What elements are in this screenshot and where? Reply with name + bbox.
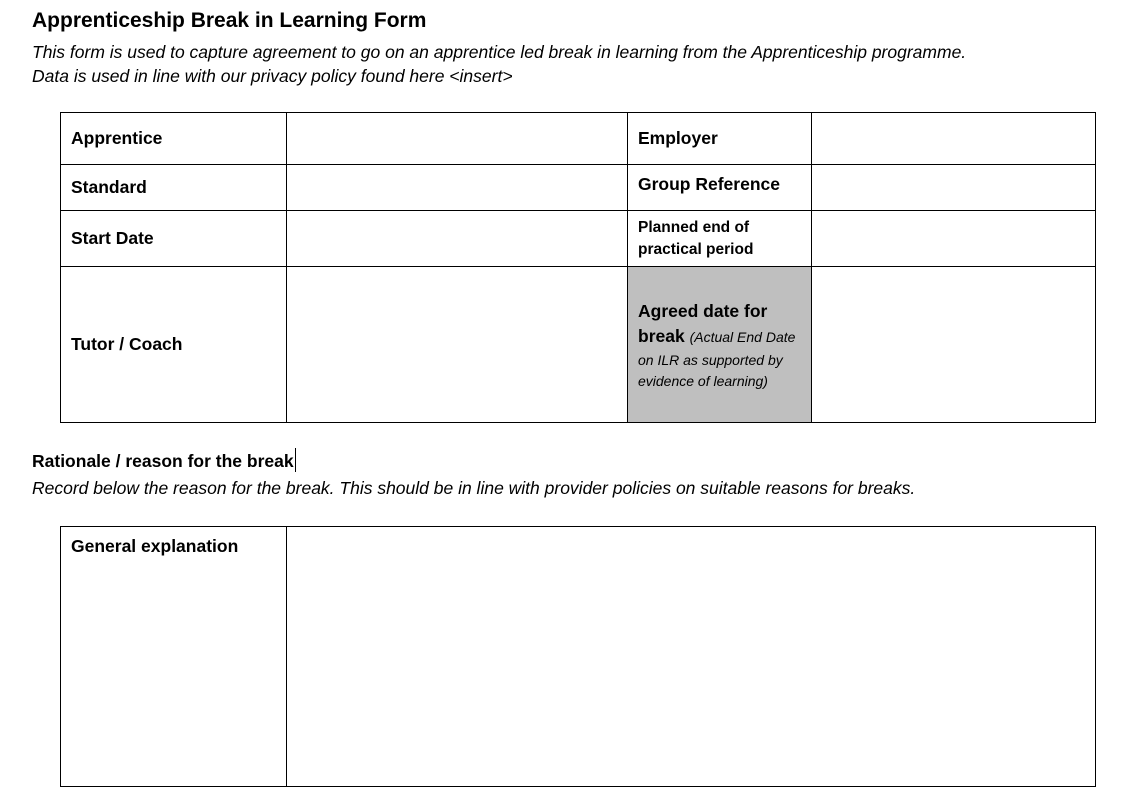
group-reference-label: Group Reference [628, 165, 812, 211]
text-cursor [295, 448, 296, 472]
intro-line-1: This form is used to capture agreement to go on an apprentice led break in learning from the Apprenticeship programme. [32, 42, 967, 62]
planned-end-field[interactable] [812, 211, 1096, 267]
details-table [60, 112, 1096, 423]
form-title: Apprenticeship Break in Learning Form [32, 9, 427, 32]
agreed-date-note: (Actual End Date on ILR as supported by evidence of learning) [638, 328, 796, 389]
employer-field[interactable] [812, 113, 1096, 165]
intro-line-2: Data is used in line with our privacy policy found here <insert> [32, 66, 513, 86]
general-explanation-label: General explanation [61, 527, 287, 787]
agreed-date-field[interactable] [812, 267, 1096, 423]
agreed-date-label-cell [628, 267, 812, 423]
general-explanation-field[interactable] [287, 527, 1096, 787]
table-row [61, 113, 1096, 165]
employer-label: Employer [628, 113, 812, 165]
rationale-heading-text: Rationale / reason for the break [32, 451, 294, 471]
start-date-label: Start Date [61, 211, 287, 267]
agreed-date-label: Agreed date for break [638, 300, 768, 346]
apprentice-label: Apprentice [61, 113, 287, 165]
table-row [61, 527, 1096, 787]
table-row [61, 267, 1096, 423]
table-row [61, 165, 1096, 211]
table-row [61, 211, 1096, 267]
group-reference-field[interactable] [812, 165, 1096, 211]
start-date-field[interactable] [287, 211, 628, 267]
rationale-instruction: Record below the reason for the break. This should be in line with provider policies on suitable reasons for breaks. [32, 478, 916, 498]
apprentice-field[interactable] [287, 113, 628, 165]
planned-end-label: Planned end of practical period [628, 211, 812, 267]
form-intro [32, 40, 1112, 88]
tutor-coach-field[interactable] [287, 267, 628, 423]
explanation-table [60, 526, 1096, 787]
tutor-coach-label: Tutor / Coach [61, 267, 287, 423]
standard-field[interactable] [287, 165, 628, 211]
rationale-heading[interactable] [32, 448, 296, 472]
standard-label: Standard [61, 165, 287, 211]
